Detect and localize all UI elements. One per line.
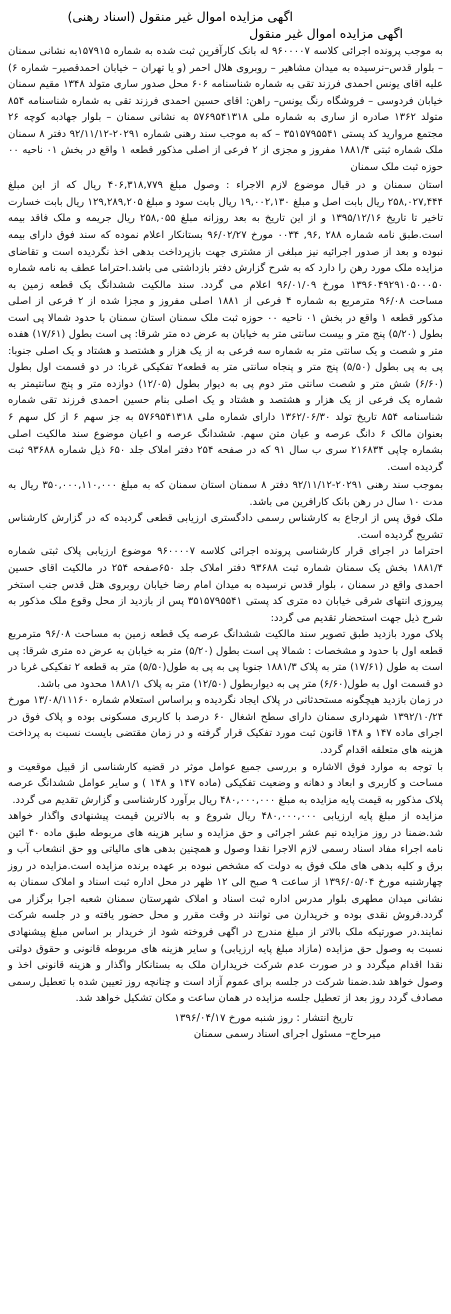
paragraph-plot-boundaries: پلاک مورد بازدید طبق تصویر سند مالکیت ششدانگ عرصه یک قطعه زمین به مساحت ۹۶/۰۸ مترمربع قطعه اول با حدود و مشخصات : شمالا پی است بطول (۵/۲۰) متر به خیابان به عرض ده متری شرقا: پی است به طول (۱۷/۶۱) متر به پلاک ۱۸۸۱/۳ جنوبا پی به پی به طول(۵/۵۰) متر به قطعه ۲ تفکیکی غربا در دو قسمت اول به طول(۶/۶۰) متر پی به دیواربطول (۱۲/۵۰) متر به پلاک ۱۸۸۱/۱ محدود می باشد.	[8, 629, 443, 690]
publish-date: تاریخ انتشار : روز شنبه مورخ ۱۳۹۶/۰۴/۱۷	[174, 1011, 353, 1024]
paragraph-case-intro: به موجب پرونده اجرائی کلاسه ۹۶۰۰۰۰۷ له بانک کارآفرین ثبت شده به شماره ۱۵۷۹۱۵به نشانی سمنان – بلوار قدس–نرسیده به میدان مشاهیر – روبروی هلال احمر (و یا تهران – خیابان احمدقصیر– شماره ۶) علیه اقای یونس احمدی فرزند تقی به شماره شناسنامه ۶۰۶ محل صدور ساری متولد ۱۳۴۸ مقیم سمنان خیابان فردوسی – فروشگاه رنگ یونس– راهن: اقای حسین احمدی فرزند تقی به شماره شناسنامه ۸۵۴ متولد ۱۳۶۲ صادره از ساری به شماره ملی ۵۷۶۹۵۴۱۳۱۸ به نشانی سمنان – بلوار جهادبه کوچه ۲۶ مجتمع مروارید کد پستی ۳۵۱۵۷۹۵۵۴۱ – که به موجب سند رهنی شماره ۲۰۲۹۱-۹۲/۱۱/۱۲ دفتر ۸ سمنان ملک شماره ثبتی ۱۸۸۱/۴ مفروز و مجزی از ۲ فرعی از اصلی مذکور قطعه ۱ واقع در بخش ۰۱ ناحیه ۰۰ حوزه ثبت ملک سمنان	[8, 46, 443, 173]
paragraph-auction-terms: مزایده از مبلغ پایه ارزیابی ۴۸۰,۰۰۰,۰۰۰ ریال شروع و به بالاترین قیمت پیشنهادی واگذار خواهد شد.ضمنا در روز مزایده نیم عشر اجرائی و حق مزایده و سایر هزینه های مربوطه طبق ماده ۴۰ ائین نامه اجراء مفاد اسناد رسمی لازم الاجرا نقدا وصول و همچنین بدهی های مالیاتی وو حق انشعاب آب و برق و کلیه بدهی های ملک فوق به دولت که مشخص نبوده بر عهده برنده مزایده است.مزایده در روز چهارشنبه مورخ ۱۳۹۶/۰۵/۰۴ از ساعت ۹ صبح الی ۱۲ ظهر در محل اداره ثبت اسناد و املاک سمنان به نشانی میدان مطهری بلوار مدرس اداره ثبت اسناد و املاک شهرستان سمنان شعبه اجرا برگزار می گردد.فروش نقدی بوده و خریدارن می توانند در وقت مقرر و محل حضور یافته و در جلسه شرکت نمایند.در صورتیکه ملک بالاتر از مبلغ مندرج در اگهی فروخته شود از خریدار بر اساس مبلغ پیشنهادی نسبت به وصول حق مزایده (مازاد مبلغ پایه ارزیابی) و سایر هزینه های مربوطه قانونی و حقوق دولتی نقدا اقدام میگردد و در صورت عدم شرکت خریداران ملک به بستانکار واگذار و هزینه قانونی اخذ و وصول خواهد شد.ضمنا شرکت در جلسه برای عموم آزاد است و چنانچه روز تعیین شده با تعطیل رسمی مصادف گردد روز بعد از تعطیل جلسه مزایده در همان ساعت و مکان تشکیل خواهد شد.	[8, 811, 443, 1005]
paragraph-debt-and-deed: استان سمنان و در قبال موضوع لازم الاجراء : وصول مبلغ ۴۰۶,۳۱۸,۷۷۹ ریال که از این مبلغ ۲۵۸,۰۲۷,۴۴۴ ریال بابت اصل و مبلغ ۱۹,۰۰۲,۱۳۰ ریال بابت سود و مبلغ ۱۲۹,۲۸۹,۲۰۵ ریال بابت خسارت تاخیر تا تاریخ ۱۳۹۵/۱۲/۱۶ و از این تاریخ به بعد روزانه مبلغ ۲۵۸,۰۵۵ ریال جریمه و ملک فاقد بیمه است.طبق نامه شماره ۲۸۸ ,۹۶, ۰۰۳۴ مورخ ۹۶/۰۲/۲۷ بستانکار اعلام نموده که سند فوق دارای بیمه نبوده و بعد از صدور اجرائیه نیز مبلغی از مشتری جهت بازپرداخت بدهی اخذ نگردیده است و تقاضای مزایده ملک مورد رهن را دارد که به شرح گزارش دفتر بازداشتی می باشد.احتراما عطف به نامه شماره ۱۳۹۶۰۴۹۲۹۱۰۵۰۰۰۵۰ مورخ ۹۶/۰۱/۰۹ اعلام می گردد. سند مالکیت ششدانگ یک قطعه زمین به مساحت ۹۶/۰۸ مترمربع به شماره ۴ فرعی از ۱۸۸۱ اصلی مفروز و مجزا شده از ۲ فرعی از اصلی مذکور قطعه ۱ واقع در بخش ۰۱ ناحیه ۰۰ حوزه ثبت ملک سمنان استان سمنان با حدود شمالا پی است بطول (۵/۲۰) پنج متر و بیست سانتی متر به خیابان به عرض ده متر شرقا: پی است بطول (۱۷/۶۱) هفده متر و شصت و یک سانتی متر به شماره سه فرعی به از یک هزار و هشتصد و هشتاد و یک اصلی جنوبا: پی به پی بطول (۵/۵۰) پنج متر و پنجاه سانتی متر به قطعه۲ تفکیکی غربا: در دو قسمت اول بطول (۶/۶۰) شش متر و شصت سانتی متر دوم پی به دیوار بطول (۱۲/۰۵) دوازده متر و پنج سانتیمتر به شماره یک فرعی از یک هزار و هشتصد و هشتاد و یک اصلی بنام حسین احمدی فرزند تقی شماره شناسنامه ۸۵۴ تاریخ تولد ۱۳۶۲/۰۶/۳۰ دارای شماره ملی ۵۷۶۹۵۴۱۳۱۸ به جز سهم ۶ از کل سهم ۶ بعنوان مالک ۶ دانگ عرصه و عیان متن سهم. ششدانگ عرصه و اعیان موضوع سند مالکیت اصلی بشماره چاپی ۲۱۶۸۳۴ سری ب سال ۹۱ که در صفحه ۲۵۴ دفتر املاک جلد ۶۵۰ ذیل شماره ۹۳۶۸۸ ثبت گردیده است.	[8, 180, 444, 473]
paragraph-expert-report: احتراما در اجرای قرار کارشناسی پرونده اجرائی کلاسه ۹۶۰۰۰۰۷ موضوع ارزیابی پلاک ثبتی شماره ۱۸۸۱/۴ بخش یک سمنان شماره ثبت ۹۳۶۸۸ دفتر املاک جلد ۶۵۰صفحه ۲۵۴ در مالکیت اقای حسین احمدی واقع در سمنان ، بلوار قدس نرسیده به میدان امام رضا خیابان روبروی هتل قدس جنب استخر پیروزی انتهای شرقی خیابان ده متری کد پستی ۳۵۱۵۷۹۵۵۴۱ پس از بازدید از محل وقوع ملک مذکور به شرح ذیل جهت استحضار تقدیم می گردد:	[8, 546, 443, 624]
notice-title: اگهی مزایده اموال غیر منقول (اسناد رهنی)	[67, 9, 293, 24]
notice-subtitle: اگهی مزایده اموال غیر منقول	[249, 26, 403, 41]
paragraph-mortgage: بموجب سند رهنی ۲۰۲۹۱-۹۲/۱۱/۱۲ دفتر ۸ سمنان استان سمنان که به مبلغ ۳۵۰,۰۰۰,۱۱۰,۰۰۰ ریال به مدت ۱۰ سال در رهن بانک کارافرین می باشد.	[8, 480, 444, 508]
signature: میرحاج– مسئول اجرای اسناد رسمی سمنان	[193, 1028, 381, 1041]
paragraph-site-visit: در زمان بازدید هیچگونه مستحدثاتی در پلاک ایجاد نگردیده و براساس استعلام شماره ۱۳/۰۸/۱۱۱۶۰ مورخ ۱۳۹۲/۱۰/۲۴ شهرداری سمنان دارای سطح اشغال ۶۰ درصد با کاربری مسکونی بوده و پلاک فوق در اجرای ماده ۱۴۷ و ۱۴۸ قانون ثبت مورد تفکیک قرار گرفته و در زمان مقتضی بایست نسبت به پرداخت هزینه های متعلقه اقدام گردد.	[8, 695, 443, 756]
paragraph-valuation: با توجه به موارد فوق الاشاره و بررسی جمیع عوامل موثر در قضیه کارشناسی از قبیل موقعیت و مساحت و کاربری و ابعاد و دهانه و وضعیت تفکیکی (ماده ۱۴۷ و ۱۴۸ ) و سایر عوامل ششدانگ عرصه پلاک مذکور به قیمت پایه مزایده به مبلغ ۴۸۰,۰۰۰,۰۰۰ ریال برآورد کارشناسی و گزارش تقدیم می گردد.	[8, 761, 443, 806]
paragraph-appraisal-referral: ملک فوق پس از ارجاع به کارشناس رسمی دادگستری ارزیابی قطعی گردیده که در گزارش کارشناس تشریح گردیده است.	[8, 513, 443, 541]
